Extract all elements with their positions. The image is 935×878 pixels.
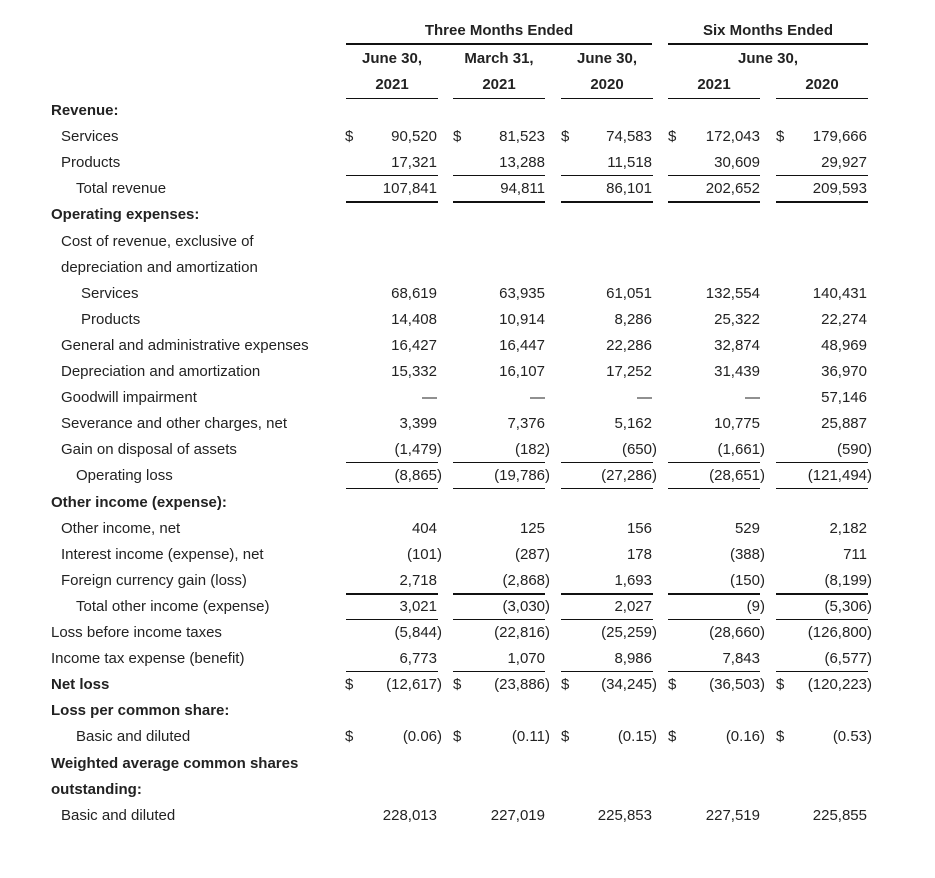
col2-year: 2021: [482, 76, 516, 93]
cell-value: 11,518: [607, 154, 652, 171]
row-label: Other income, net: [61, 520, 181, 537]
cell-value: (121,494): [807, 467, 872, 484]
section-heading: Other income (expense):: [51, 494, 227, 511]
row-label: Severance and other charges, net: [61, 415, 287, 432]
cell-value: 13,288: [499, 154, 545, 171]
cell-value: 179,666: [812, 128, 867, 145]
col2-header-rule: [453, 98, 545, 99]
total-rule: [346, 201, 438, 203]
cell-value: (34,245): [601, 676, 657, 693]
cell-value: 7,843: [722, 650, 760, 667]
cell-value: —: [422, 389, 437, 406]
total-rule: [561, 201, 653, 203]
currency-symbol: $: [776, 128, 785, 145]
currency-symbol: $: [668, 728, 677, 745]
cell-value: (3,030): [502, 598, 550, 615]
cell-value: 7,376: [507, 415, 545, 432]
six-months-date: June 30,: [737, 50, 799, 67]
cell-value: (0.15): [617, 728, 657, 745]
currency-symbol: $: [453, 128, 462, 145]
col2-date: March 31,: [464, 50, 534, 67]
cell-value: (120,223): [807, 676, 872, 693]
row-label: Total revenue: [76, 180, 167, 197]
cell-value: 31,439: [714, 363, 760, 380]
cell-value: 1,070: [507, 650, 545, 667]
cell-value: 3,399: [399, 415, 437, 432]
row-label: Products: [81, 311, 141, 328]
row-label: Operating loss: [76, 467, 173, 484]
row-label: Products: [61, 154, 121, 171]
col1-date: June 30,: [361, 50, 423, 67]
cell-value: 227,019: [490, 807, 545, 824]
cell-value: 74,583: [606, 128, 652, 145]
row-label: Cost of revenue, exclusive of: [61, 233, 254, 250]
row-label: Goodwill impairment: [61, 389, 197, 406]
cell-value: 172,043: [705, 128, 760, 145]
section-heading: Revenue:: [51, 102, 119, 119]
cell-value: (1,661): [717, 441, 765, 458]
total-rule: [776, 488, 868, 489]
cell-value: 15,332: [391, 363, 437, 380]
row-label: Services: [61, 128, 119, 145]
row-label: Total other income (expense): [76, 598, 270, 615]
header-rule-three-months: [346, 43, 652, 45]
cell-value: 10,914: [499, 311, 545, 328]
cell-value: (2,868): [502, 572, 550, 589]
cell-value: (8,199): [824, 572, 872, 589]
col3-year: 2020: [590, 76, 624, 93]
cell-value: 14,408: [391, 311, 437, 328]
cell-value: —: [530, 389, 545, 406]
row-label: Income tax expense (benefit): [51, 650, 245, 667]
cell-value: (182): [514, 441, 550, 458]
section-heading: Operating expenses:: [51, 206, 200, 223]
cell-value: (0.53): [832, 728, 872, 745]
row-label: depreciation and amortization: [61, 259, 258, 276]
cell-value: (101): [406, 546, 442, 563]
cell-value: 16,447: [499, 337, 545, 354]
cell-value: 16,427: [391, 337, 437, 354]
cell-value: 132,554: [705, 285, 760, 302]
cell-value: 209,593: [812, 180, 867, 197]
currency-symbol: $: [561, 128, 570, 145]
cell-value: 10,775: [714, 415, 760, 432]
cell-value: 2,027: [614, 598, 652, 615]
cell-value: 17,252: [606, 363, 652, 380]
currency-symbol: $: [776, 676, 785, 693]
cell-value: (1,479): [394, 441, 442, 458]
cell-value: 36,970: [821, 363, 867, 380]
row-label: Loss before income taxes: [51, 624, 222, 641]
cell-value: 202,652: [705, 180, 760, 197]
cell-value: 63,935: [499, 285, 545, 302]
cell-value: 57,146: [821, 389, 867, 406]
currency-symbol: $: [668, 128, 677, 145]
cell-value: (0.06): [402, 728, 442, 745]
cell-value: (0.16): [725, 728, 765, 745]
cell-value: 32,874: [714, 337, 760, 354]
cell-value: (126,800): [807, 624, 872, 641]
currency-symbol: $: [453, 728, 462, 745]
cell-value: 90,520: [391, 128, 437, 145]
cell-value: (5,306): [824, 598, 872, 615]
currency-symbol: $: [453, 676, 462, 693]
section-heading: Weighted average common shares: [51, 755, 299, 772]
cell-value: (25,259): [601, 624, 657, 641]
row-label: Depreciation and amortization: [61, 363, 261, 380]
cell-value: (36,503): [709, 676, 765, 693]
currency-symbol: $: [561, 728, 570, 745]
cell-value: 22,274: [821, 311, 867, 328]
cell-value: —: [745, 389, 760, 406]
section-heading: Loss per common share:: [51, 702, 230, 719]
cell-value: 29,927: [821, 154, 867, 171]
cell-value: (22,816): [494, 624, 550, 641]
cell-value: (6,577): [824, 650, 872, 667]
cell-value: 107,841: [382, 180, 437, 197]
cell-value: (19,786): [494, 467, 550, 484]
currency-symbol: $: [345, 676, 354, 693]
cell-value: 16,107: [499, 363, 545, 380]
total-rule: [668, 201, 760, 203]
row-label: Basic and diluted: [61, 807, 176, 824]
header-six-months: Six Months Ended: [702, 22, 833, 39]
row-label: Services: [81, 285, 139, 302]
row-label: Basic and diluted: [76, 728, 191, 745]
cell-value: 2,182: [829, 520, 867, 537]
cell-value: 61,051: [606, 285, 652, 302]
cell-value: 8,286: [614, 311, 652, 328]
row-label: Gain on disposal of assets: [61, 441, 237, 458]
cell-value: 22,286: [606, 337, 652, 354]
total-rule: [561, 488, 653, 489]
cell-value: 529: [734, 520, 760, 537]
cell-value: 2,718: [399, 572, 437, 589]
cell-value: 17,321: [391, 154, 437, 171]
cell-value: (28,651): [709, 467, 765, 484]
cell-value: 1,693: [614, 572, 652, 589]
cell-value: (150): [729, 572, 765, 589]
col1-year: 2021: [375, 76, 409, 93]
total-rule: [668, 488, 760, 489]
cell-value: 94,811: [500, 180, 545, 197]
cell-value: (0.11): [511, 728, 550, 745]
cell-value: 711: [843, 546, 867, 563]
cell-value: 6,773: [399, 650, 437, 667]
cell-value: (5,844): [394, 624, 442, 641]
header-three-months: Three Months Ended: [424, 22, 574, 39]
cell-value: 228,013: [382, 807, 437, 824]
cell-value: 178: [626, 546, 652, 563]
cell-value: 25,887: [821, 415, 867, 432]
col3-date: June 30,: [576, 50, 638, 67]
col1-header-rule: [346, 98, 438, 99]
col4-header-rule: [668, 98, 760, 99]
row-label: Foreign currency gain (loss): [61, 572, 247, 589]
cell-value: 30,609: [714, 154, 760, 171]
cell-value: 140,431: [812, 285, 867, 302]
cell-value: (23,886): [494, 676, 550, 693]
total-rule: [453, 488, 545, 489]
cell-value: 125: [519, 520, 545, 537]
row-label: Interest income (expense), net: [61, 546, 264, 563]
cell-value: (12,617): [386, 676, 442, 693]
cell-value: 8,986: [614, 650, 652, 667]
row-label: General and administrative expenses: [61, 337, 309, 354]
cell-value: (28,660): [709, 624, 765, 641]
col5-year: 2020: [805, 76, 839, 93]
header-rule-six-months: [668, 43, 868, 45]
cell-value: 48,969: [821, 337, 867, 354]
cell-value: 86,101: [606, 180, 652, 197]
section-heading: outstanding:: [51, 781, 142, 798]
currency-symbol: $: [776, 728, 785, 745]
section-heading: Net loss: [51, 676, 110, 693]
col4-year: 2021: [697, 76, 731, 93]
cell-value: (590): [836, 441, 872, 458]
cell-value: (650): [621, 441, 657, 458]
col5-header-rule: [776, 98, 868, 99]
total-rule: [453, 201, 545, 203]
cell-value: (27,286): [601, 467, 657, 484]
col3-header-rule: [561, 98, 653, 99]
cell-value: 5,162: [614, 415, 652, 432]
currency-symbol: $: [561, 676, 570, 693]
total-rule: [346, 488, 438, 489]
cell-value: 156: [626, 520, 652, 537]
cell-value: 68,619: [391, 285, 437, 302]
cell-value: 227,519: [705, 807, 760, 824]
cell-value: —: [637, 389, 652, 406]
cell-value: 225,853: [597, 807, 652, 824]
cell-value: 225,855: [812, 807, 867, 824]
cell-value: 404: [411, 520, 437, 537]
cell-value: (287): [514, 546, 550, 563]
cell-value: 81,523: [499, 128, 545, 145]
cell-value: (8,865): [394, 467, 442, 484]
currency-symbol: $: [345, 128, 354, 145]
cell-value: 3,021: [399, 598, 437, 615]
currency-symbol: $: [345, 728, 354, 745]
cell-value: (9): [746, 598, 765, 615]
currency-symbol: $: [668, 676, 677, 693]
cell-value: (388): [729, 546, 765, 563]
cell-value: 25,322: [714, 311, 760, 328]
total-rule: [776, 201, 868, 203]
